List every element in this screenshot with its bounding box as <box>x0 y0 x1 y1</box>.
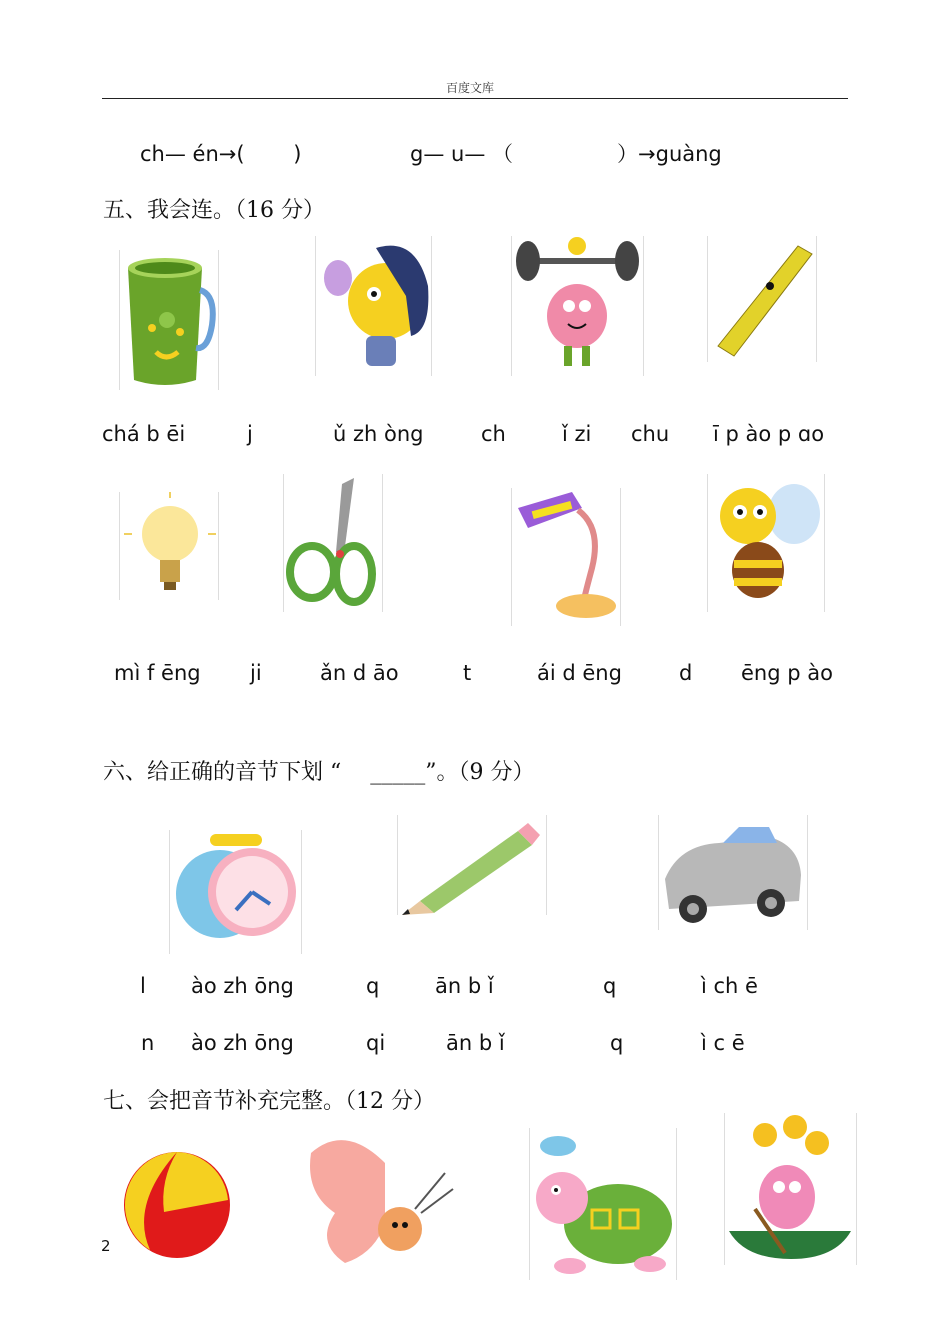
alarm-clock-image <box>169 830 302 954</box>
butterfly-image <box>305 1133 455 1265</box>
row2-pinyin-1: mì f ēng <box>114 661 201 685</box>
line-b-5: q <box>610 1031 624 1055</box>
bubble-fish-image <box>315 236 432 376</box>
line-a-3: q <box>366 974 380 998</box>
section5-heading: 五、我会连。（16 分） <box>103 198 325 223</box>
line1-right: g— u— （ ）→guàng <box>410 142 722 166</box>
row1-pinyin-3: ǔ zh òng <box>333 422 424 446</box>
row1-pinyin-2: j <box>247 422 253 446</box>
ball-image <box>120 1150 235 1260</box>
line-b-4: ān b ǐ <box>446 1031 505 1055</box>
line-b-2: ào zh ōng <box>191 1031 294 1055</box>
weightlifter-image <box>511 236 644 376</box>
header-rule <box>102 98 848 99</box>
scissors-image <box>283 474 383 612</box>
row1-pinyin-5: ǐ zi <box>562 422 592 446</box>
row1-pinyin-1: chá b ēi <box>102 422 186 446</box>
ruler-image <box>707 236 817 362</box>
row1-pinyin-4: ch <box>481 422 506 446</box>
row2-pinyin-2: ji <box>250 661 262 685</box>
line-a-6: ì ch ē <box>701 974 758 998</box>
row1-pinyin-7: ī p ào p ɑo <box>713 422 825 446</box>
line-a-1: l <box>140 974 146 998</box>
section6-heading: 六、给正确的音节下划 “ _____”。（9 分） <box>103 760 535 785</box>
pencil-image <box>397 815 547 915</box>
bee-image <box>707 474 825 612</box>
line-b-1: n <box>141 1031 155 1055</box>
line-b-3: qi <box>366 1031 386 1055</box>
turtle-image <box>529 1128 677 1280</box>
line1-left: ch— én→( ) <box>140 142 302 166</box>
line-a-4: ān b ǐ <box>435 974 494 998</box>
row2-pinyin-4: t <box>463 661 472 685</box>
line-a-5: q <box>603 974 617 998</box>
row2-pinyin-3: ǎn d āo <box>320 661 399 685</box>
light-bulb-image <box>119 492 219 600</box>
line-b-6: ì c ē <box>701 1031 745 1055</box>
flower-boat-image <box>724 1113 857 1265</box>
row1-pinyin-6: chu <box>631 422 670 446</box>
row2-pinyin-6: d <box>679 661 693 685</box>
desk-lamp-image <box>511 488 621 626</box>
row2-pinyin-5: ái d ēng <box>537 661 622 685</box>
line-a-2: ào zh ōng <box>191 974 294 998</box>
car-image <box>658 815 808 930</box>
row2-pinyin-7: ēng p ào <box>741 661 833 685</box>
header-title: 百度文库 <box>446 81 495 95</box>
section7-heading: 七、会把音节补充完整。（12 分） <box>103 1089 435 1114</box>
page-number: 2 <box>101 1237 111 1255</box>
cup-image <box>119 250 219 390</box>
